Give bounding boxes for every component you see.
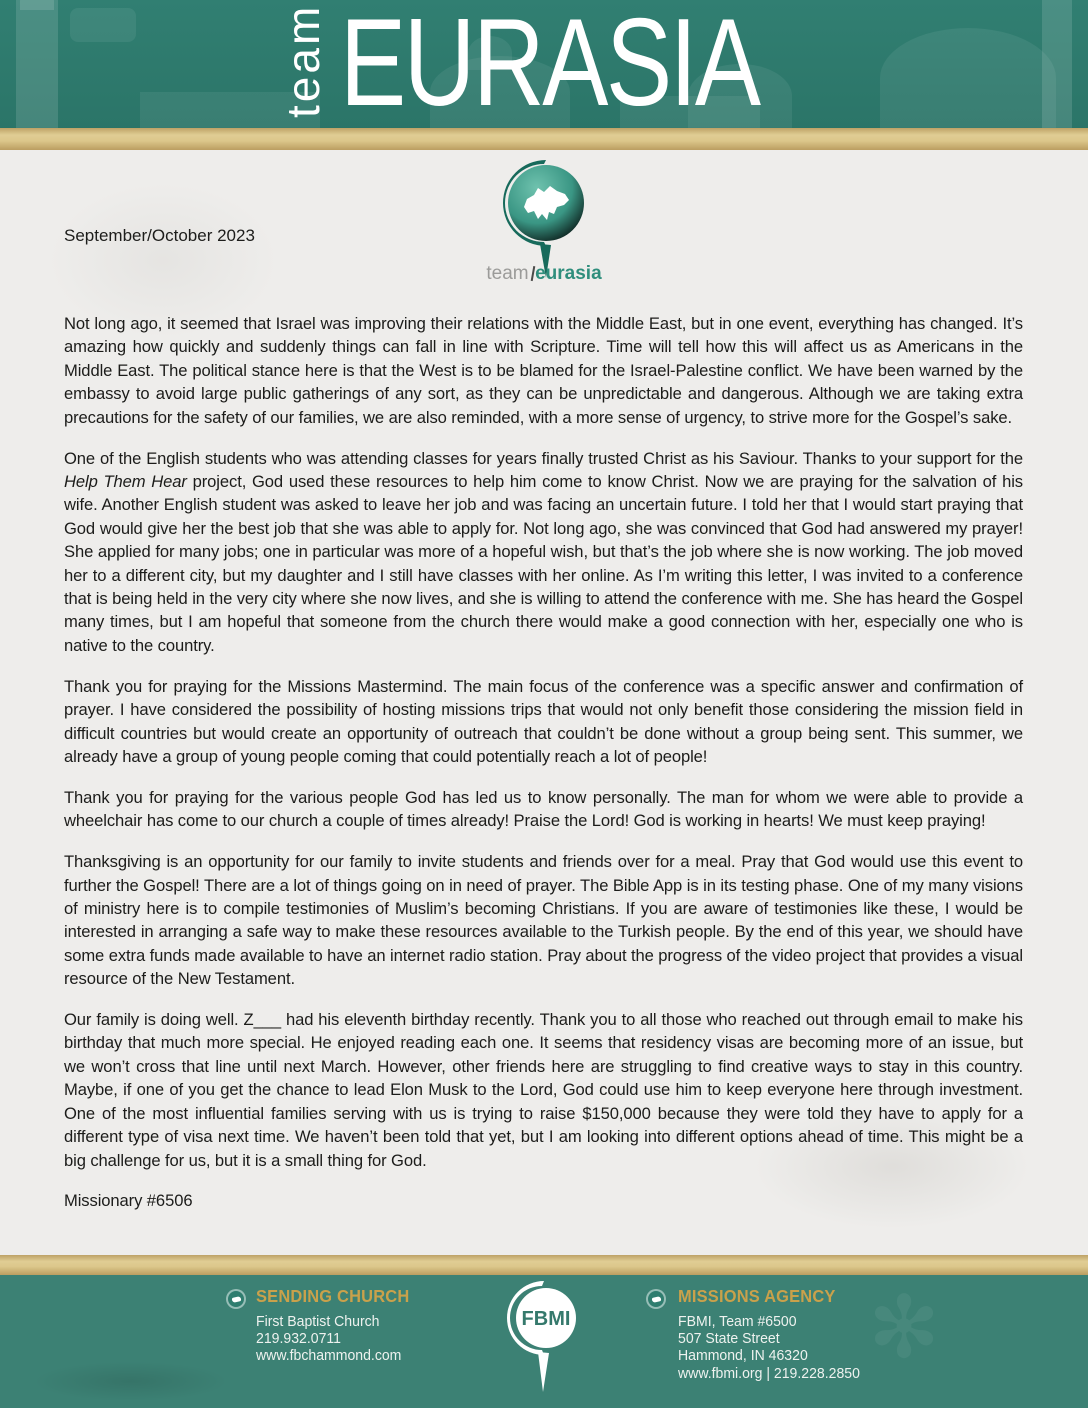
paragraph-2-pre: One of the English students who was attending classes for years finally trusted Christ as his Saviour. Thanks to your support for the [64, 448, 1023, 468]
fbmi-logo [492, 1280, 596, 1408]
missions-agency-street: 507 State Street [678, 1331, 780, 1348]
globe-logo-graphic [480, 158, 608, 280]
gold-ribbon-top [0, 128, 1088, 150]
paragraph-4: Thank you for praying for the various people God has led us to know personally. The man for whom we were able to provide a wheelchair has come to our church a couple of times already! Praise the Lord! God is working in hearts! We must keep praying! [64, 787, 1023, 831]
missions-agency-city: Hammond, IN 46320 [678, 1348, 808, 1365]
missions-agency-name: FBMI, Team #6500 [678, 1314, 797, 1330]
help-them-hear-project-name: Help Them Hear [64, 471, 187, 491]
letter-text [64, 312, 1023, 1230]
globe-icon [646, 1289, 666, 1309]
logo-team-label: team [486, 263, 529, 284]
masthead-banner [0, 0, 1088, 128]
missions-agency-heading: MISSIONS AGENCY [678, 1286, 836, 1306]
team-eurasia-logo [469, 158, 619, 283]
letter-area [0, 150, 1088, 1255]
sending-church-website: www.fbchammond.com [256, 1348, 402, 1365]
sending-church-heading: SENDING CHURCH [256, 1286, 410, 1306]
gold-ribbon-bottom [0, 1255, 1088, 1275]
sending-church-block [256, 1286, 419, 1366]
paragraph-3: Thank you for praying for the Missions Mastermind. The main focus of the conference was a specific answer and confirmation of prayer. I have considered the possibility of hosting missions trips that would not only benefit those considering the mission field in difficult countries but would create an opportunity of outreach that couldn’t be done without a group being sent. This summer, we already have a group of young people coming that could potentially reach a lot of people! [64, 676, 1023, 766]
paragraph-1: Not long ago, it seemed that Israel was improving their relations with the Middle East, but in one event, everything has changed. It’s amazing how quickly and suddenly things can fall in line with Scripture. Time will tell how this will affect us as Americans in the Middle East. The political stance here is that the West is to be blamed for the Israel-Palestine conflict. We have been warned by the embassy to avoid large public gatherings of any sort, as they can be unpredictable and dangerous. Although we are taking extra precautions for the safety of our families, we are also reminded, with a more sense of urgency, to strive more for the Gospel’s sake. [64, 314, 1023, 427]
brand-eurasia-title: EURASIA [340, 0, 759, 128]
paragraph-2-post: project, God used these resources to help him come to know Christ. Now we are praying for the salvation of his wife. Another English student was asked to leave her job and was facing an uncertain future. I told her that I would start praying that God would give her the best job that she was able to apply for. Not long ago, she was convinced that God had answered my prayer! She applied for many jobs; one in particular was more of a hopeful wish, but that’s the job where she is now working. The job moved her to a different city, but my daughter and I still have classes with her online. As I’m writing this letter, I was invited to a conference that is being held in the very city where she now lives, and she is willing to attend the conference with me. She has heard the Gospel many times, but I am hopeful that someone from the church there would make a good connection with her, especially one who is native to the country. [64, 471, 1023, 655]
fbmi-logo-graphic [492, 1280, 596, 1406]
missions-agency-contact: www.fbmi.org | 219.228.2850 [678, 1365, 860, 1382]
fbmi-logo-text: FBMI [521, 1308, 571, 1330]
sending-church-name: First Baptist Church [256, 1314, 380, 1330]
paragraph-6: Our family is doing well. Z___ had his eleventh birthday recently. Thank you to all those who reached out through email to make his birthday that much more special. He enjoyed reading each one. It seems that residency visas are becoming more of an issue, but we won’t cross that line until next March. However, other friends here are struggling to find creative ways to stay in this country. Maybe, if one of you get the chance to lead Elon Musk to the Lord, God could use him to keep everyone here through investment. One of the most influential families serving with us is trying to raise $150,000 because they were told they have to apply for a different type of visa next time. We haven’t been told that yet, but I am looking into different options ahead of time. This might be a big challenge for us, but it is a small thing for God. [64, 1010, 1023, 1170]
brand-team-vertical-text: team [277, 3, 329, 118]
logo-divider [530, 266, 534, 281]
logo-wordmark [469, 264, 619, 283]
footer-banner [0, 1275, 1088, 1408]
footer [0, 1255, 1088, 1408]
floral-ornament-icon: ✻ [868, 1280, 941, 1376]
missions-agency-block [678, 1286, 866, 1383]
logo-eurasia-label: eurasia [535, 263, 602, 284]
issue-date: September/October 2023 [64, 226, 255, 245]
signature-missionary-number: Missionary #6506 [64, 1191, 193, 1211]
sending-church-phone: 219.932.0711 [256, 1331, 341, 1348]
globe-icon [226, 1289, 246, 1309]
paragraph-5: Thanksgiving is an opportunity for our family to invite students and friends over for a meal. Pray that God would use this event to further the Gospel! There are a lot of things going on in need of prayer. The Bible App is in its testing phase. One of my many visions of ministry here is to compile testimonies of Muslim’s becoming Christians. If you are aware of testimonies like these, I would be interested in arranging a safe way to make these resources available to the Turkish people. By the end of this year, we should have some extra funds made available to have an internet radio station. Pray about the progress of the video project that provides a visual resource of the New Testament. [64, 852, 1023, 989]
paragraph-2 [64, 447, 1023, 658]
